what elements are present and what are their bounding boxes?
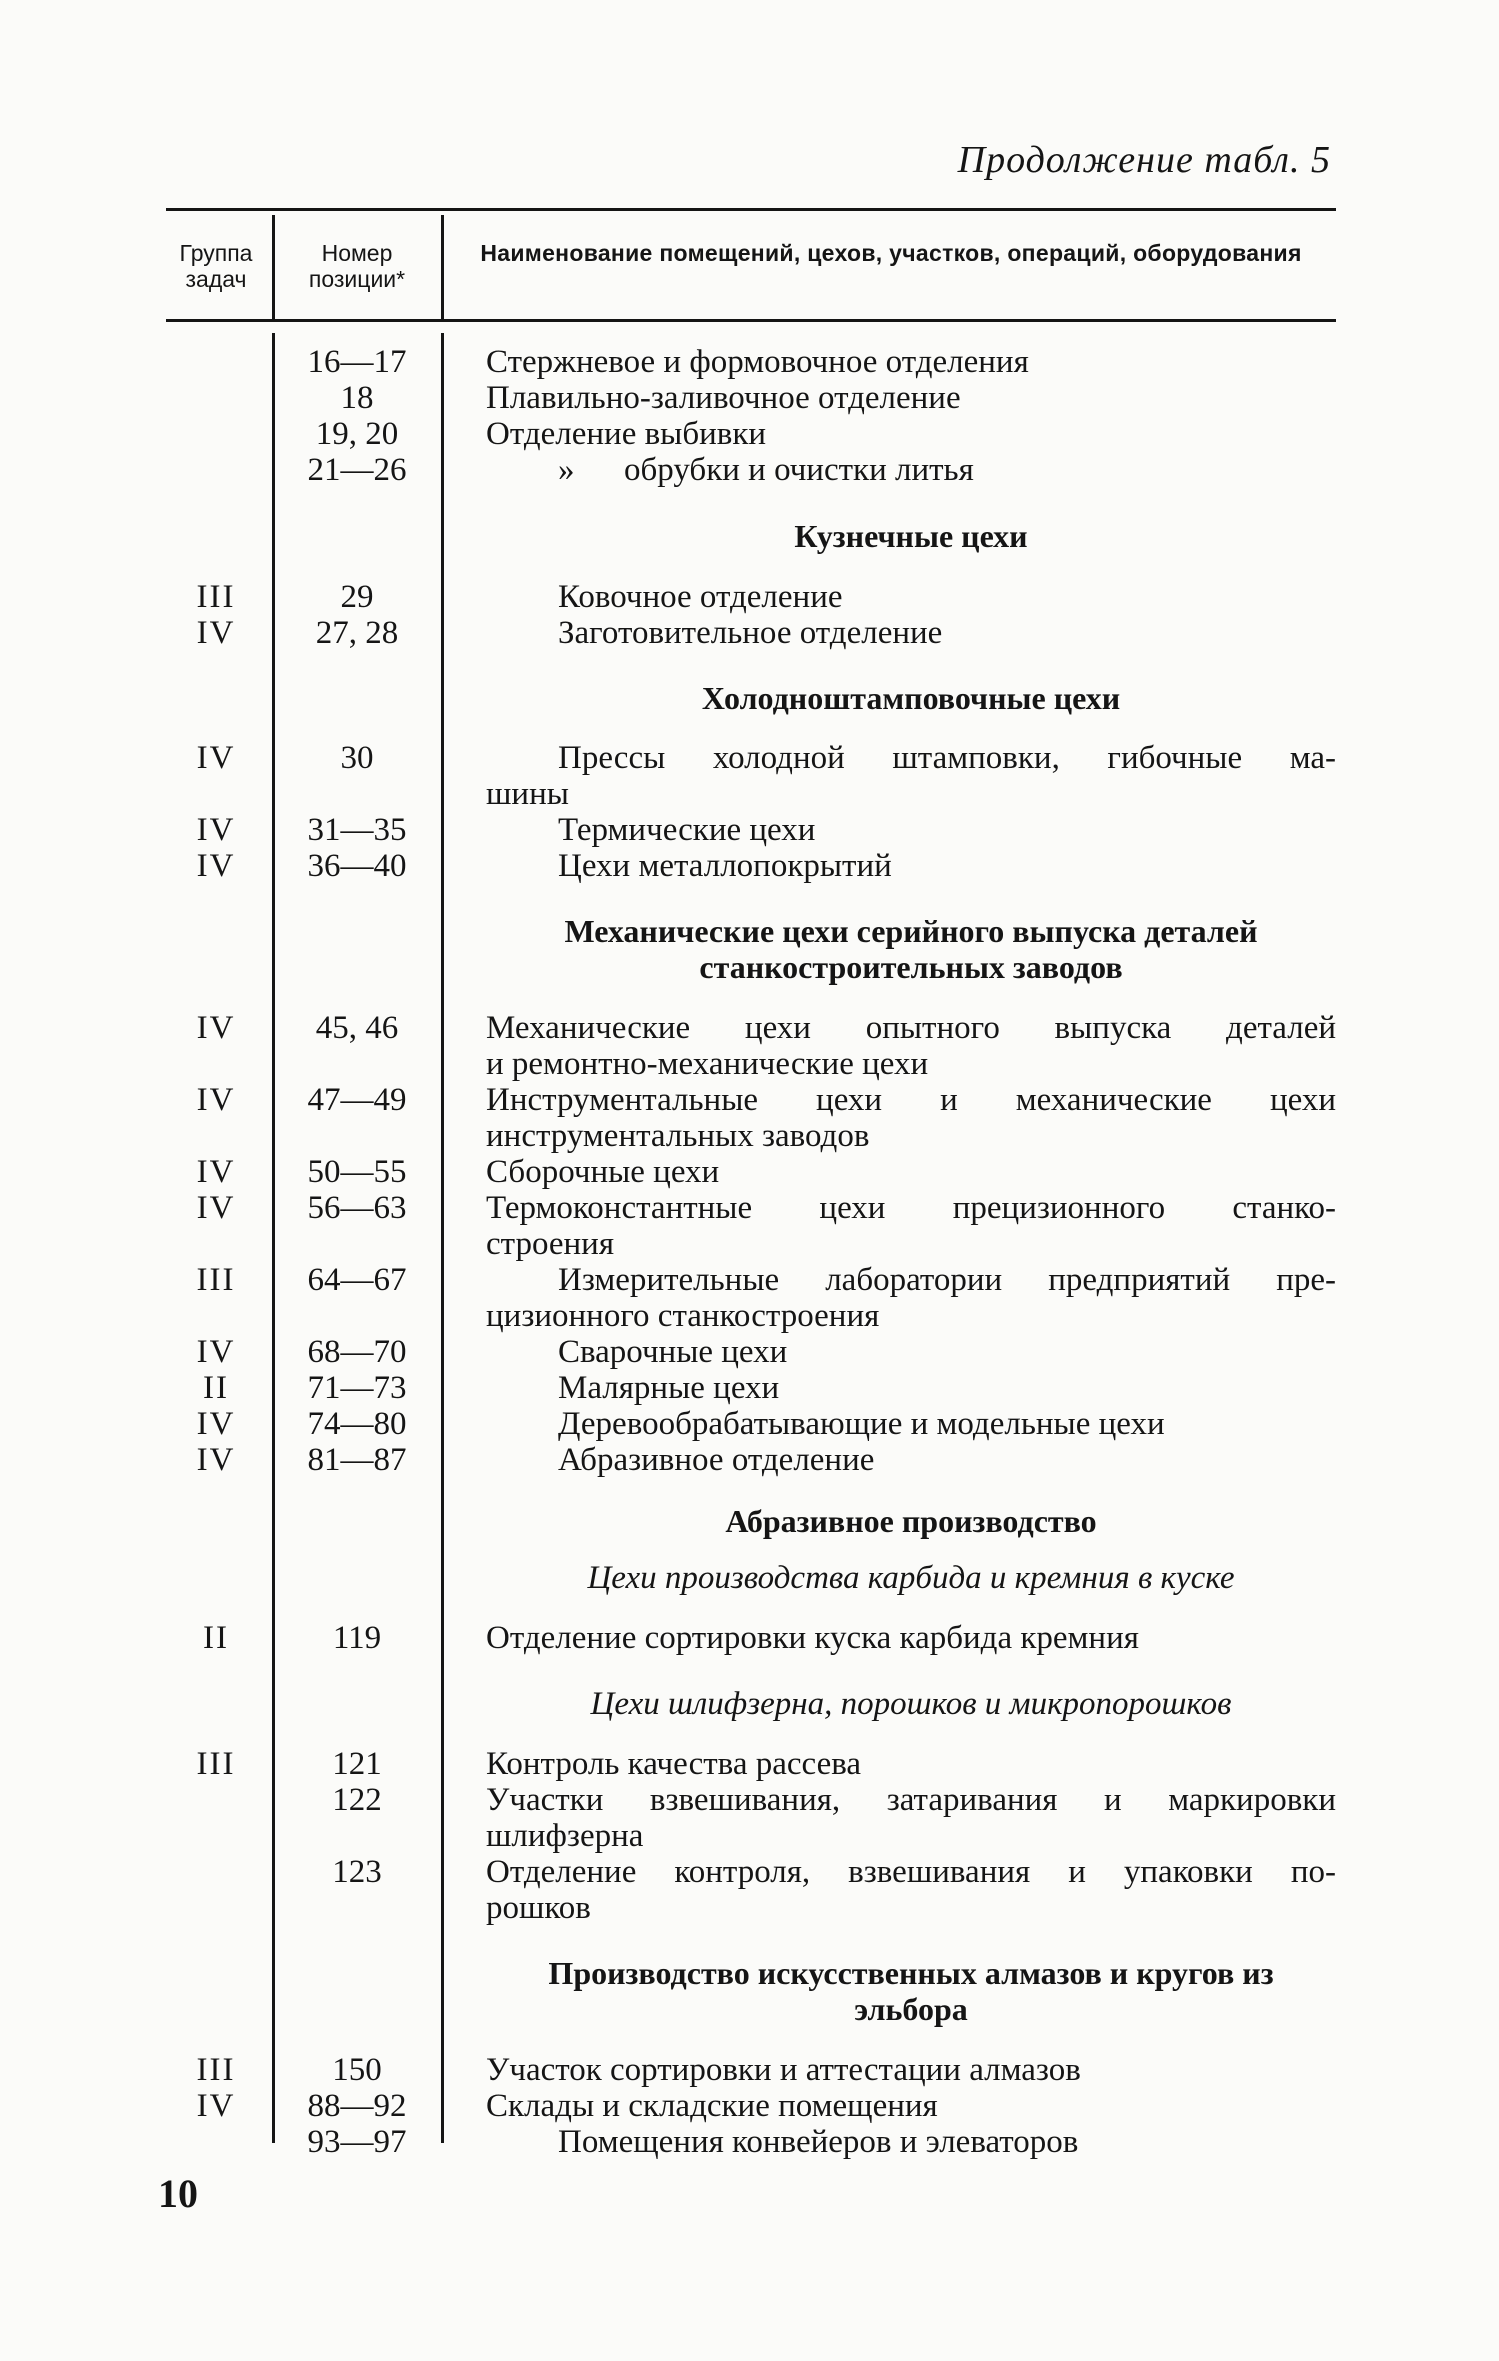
group-cell: IV xyxy=(196,1334,236,1370)
group-cell: III xyxy=(196,1262,236,1298)
group-cell: IV xyxy=(196,740,236,776)
section-heading: Производство искусственных алмазов и кругов из xyxy=(548,1955,1274,1991)
name-cell: Малярные цехи xyxy=(558,1370,780,1406)
name-cell: Сборочные цехи xyxy=(486,1154,720,1190)
name-cell: Прессы холодной штамповки, гибочные ма- xyxy=(558,740,1336,776)
name-cell: Инструментальные цехи и механические цехи xyxy=(486,1082,1336,1118)
name-cell: Отделение контроля, взвешивания и упаковки по- xyxy=(486,1854,1336,1890)
name-cell-line2: и ремонтно-механические цехи xyxy=(486,1046,929,1082)
name-cell: Склады и складские помещения xyxy=(486,2088,938,2124)
position-number-cell: 122 xyxy=(332,1782,382,1818)
position-number-cell: 74—80 xyxy=(307,1406,407,1442)
page-number: 10 xyxy=(158,2171,198,2216)
position-number-cell: 29 xyxy=(340,579,374,615)
position-number-cell: 56—63 xyxy=(307,1190,407,1226)
table-caption: Продолжение табл. 5 xyxy=(957,139,1331,181)
subsection-heading: Цехи шлифзерна, порошков и микропорошков xyxy=(590,1686,1232,1722)
name-cell: Отделение выбивки xyxy=(486,416,767,452)
section-heading-line2: эльбора xyxy=(854,1991,968,2027)
position-number-cell: 93—97 xyxy=(307,2124,407,2160)
name-cell: Ковочное отделение xyxy=(558,579,843,615)
position-number-cell: 47—49 xyxy=(307,1082,407,1118)
column-divider xyxy=(272,333,275,2143)
position-number-cell: 81—87 xyxy=(307,1442,407,1478)
name-cell: Контроль качества рассева xyxy=(486,1746,862,1782)
name-cell: Деревообрабатывающие и модельные цехи xyxy=(558,1406,1165,1442)
group-cell: III xyxy=(196,579,236,615)
group-cell: II xyxy=(203,1620,229,1656)
group-cell: IV xyxy=(196,1406,236,1442)
position-number-cell: 119 xyxy=(332,1620,382,1656)
column-divider xyxy=(441,215,444,319)
table-top-rule xyxy=(166,208,1336,211)
section-heading: Кузнечные цехи xyxy=(794,518,1028,554)
section-heading: Абразивное производство xyxy=(725,1503,1097,1539)
subsection-heading: Цехи производства карбида и кремния в куске xyxy=(587,1560,1235,1596)
position-number-cell: 50—55 xyxy=(307,1154,407,1190)
name-cell-line2: инструментальных заводов xyxy=(486,1118,870,1154)
name-cell: Участок сортировки и аттестации алмазов xyxy=(486,2052,1081,2088)
group-cell: III xyxy=(196,1746,236,1782)
position-number-cell: 123 xyxy=(332,1854,382,1890)
group-cell: IV xyxy=(196,2088,236,2124)
position-number-cell: 19, 20 xyxy=(315,416,399,452)
name-cell: Термоконстантные цехи прецизионного станко- xyxy=(486,1190,1336,1226)
table-header-rule xyxy=(166,319,1336,322)
group-cell: IV xyxy=(196,1010,236,1046)
section-heading-line2: станкостроительных заводов xyxy=(699,949,1123,985)
position-number-cell: 45, 46 xyxy=(315,1010,399,1046)
position-number-cell: 27, 28 xyxy=(315,615,399,651)
column-divider xyxy=(441,333,444,2143)
position-number-cell: 71—73 xyxy=(307,1370,407,1406)
position-number-cell: 30 xyxy=(340,740,374,776)
position-number-cell: 18 xyxy=(340,380,374,416)
column-header-name: Наименование помещений, цехов, участков, операций, оборудования xyxy=(480,240,1302,266)
position-number-cell: 68—70 xyxy=(307,1334,407,1370)
name-cell-line2: рошков xyxy=(486,1890,591,1926)
section-heading: Механические цехи серийного выпуска деталей xyxy=(564,913,1258,949)
name-cell: Участки взвешивания, затаривания и маркировки xyxy=(486,1782,1336,1818)
group-cell: III xyxy=(196,2052,236,2088)
column-divider xyxy=(272,215,275,319)
name-cell: Стержневое и формовочное отделения xyxy=(486,344,1029,380)
group-cell: IV xyxy=(196,615,236,651)
name-cell: Цехи металлопокрытий xyxy=(558,848,892,884)
position-number-cell: 64—67 xyxy=(307,1262,407,1298)
name-cell-line2: строения xyxy=(486,1226,615,1262)
group-cell: IV xyxy=(196,1190,236,1226)
position-number-cell: 16—17 xyxy=(307,344,407,380)
position-number-cell: 36—40 xyxy=(307,848,407,884)
name-cell-line2: шлифзерна xyxy=(486,1818,644,1854)
name-cell: Абразивное отделение xyxy=(558,1442,875,1478)
position-number-cell: 121 xyxy=(332,1746,382,1782)
name-cell-line2: цизионного станкостроения xyxy=(486,1298,880,1334)
group-cell: IV xyxy=(196,848,236,884)
name-cell: Заготовительное отделение xyxy=(558,615,943,651)
column-header-number: Номер позиции* xyxy=(308,240,406,292)
section-heading: Холодноштамповочные цехи xyxy=(701,680,1121,716)
name-cell: Термические цехи xyxy=(558,812,816,848)
group-cell: IV xyxy=(196,1082,236,1118)
name-cell: Помещения конвейеров и элеваторов xyxy=(558,2124,1079,2160)
position-number-cell: 150 xyxy=(332,2052,382,2088)
name-cell: Сварочные цехи xyxy=(558,1334,788,1370)
group-cell: IV xyxy=(196,1442,236,1478)
group-cell: II xyxy=(203,1370,229,1406)
position-number-cell: 88—92 xyxy=(307,2088,407,2124)
group-cell: IV xyxy=(196,812,236,848)
name-cell: Измерительные лаборатории предприятий пре- xyxy=(558,1262,1336,1298)
name-cell: » обрубки и очистки литья xyxy=(558,452,974,488)
name-cell-line2: шины xyxy=(486,776,569,812)
name-cell: Отделение сортировки куска карбида кремния xyxy=(486,1620,1139,1656)
name-cell: Плавильно-заливочное отделение xyxy=(486,380,961,416)
group-cell: IV xyxy=(196,1154,236,1190)
column-header-group: Группа задач xyxy=(179,240,253,292)
name-cell: Механические цехи опытного выпуска деталей xyxy=(486,1010,1336,1046)
position-number-cell: 21—26 xyxy=(307,452,407,488)
position-number-cell: 31—35 xyxy=(307,812,407,848)
